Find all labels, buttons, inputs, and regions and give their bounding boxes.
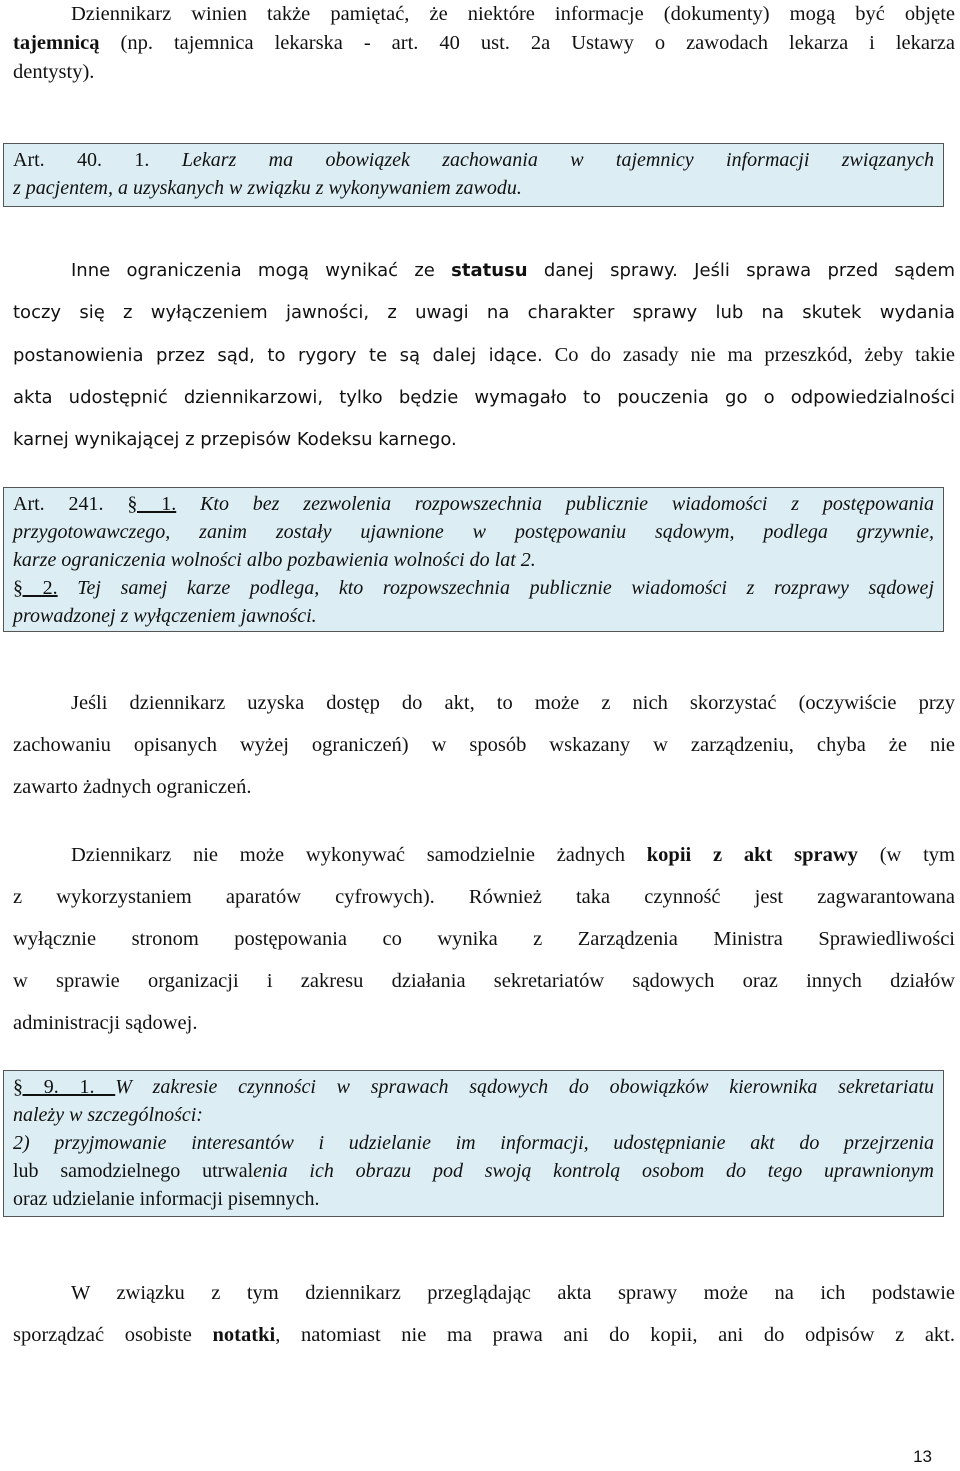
page-number: 13 [913, 1447, 932, 1466]
top-paragraph-line1: Dziennikarz winien także pamiętać, że niektóre informacje (dokumenty) mogą być objęte [71, 3, 955, 25]
paragraph-copies: Dziennikarz nie może wykonywać samodzielnie żadnych kopii z akt sprawy (w tym z wykorzystaniem aparatów cyfrowych). Również taka czynność jest zagwarantowana wyłącznie stronom postępowania co wynika z Zarządzenia Ministra Sprawiedliwości w sprawie organizacji i zakresu działania sekretariatów sądowych oraz innych działów administracji sądowej. [13, 844, 956, 1034]
paragraph-notes: W związku z tym dziennikarz przeglądając akta sprawy może na ich podstawie sporządzać osobiste notatki, natomiast nie ma prawa ani do kopii, ani do odpisów z akt. [13, 1282, 955, 1346]
quote-box-art40: Art. 40. 1. Lekarz ma obowiązek zachowania w tajemnicy informacji związanych z pacjentem, a uzyskanych w związku z wykonywaniem zawodu. [3, 143, 944, 207]
top-paragraph-bold: tajemnicą [13, 32, 100, 54]
quote-box-par9: § 9. 1. W zakresie czynności w sprawach sądowych do obowiązków kierownika sekretariatu należy w szczególności: 2) przyjmowanie interesantów i udzielanie im informacji, udostępnianie akt do przejrzenia lub samodzielnego utrwalenia ich obrazu pod swoją kontrolą osobom do tego uprawnionym oraz udzielanie informacji pisemnych. [3, 1070, 944, 1217]
quote-box-art241: Art. 241. § 1. Kto bez zezwolenia rozpowszechnia publicznie wiadomości z postępowania przygotowawczego, zanim zostały ujawnione w postępowaniu sądowym, podlega grzywnie, karze ograniczenia wolności albo pozbawienia wolności do lat 2. § 2. Tej samej karze podlega, kto rozpowszechnia publicznie wiadomości z rozprawy sądowej prowadzonej z wyłączeniem jawności. [3, 487, 944, 632]
paragraph-status: Inne ograniczenia mogą wynikać ze statusu danej sprawy. Jeśli sprawa przed sądem toczy się z wyłączeniem jawności, z uwagi na charakter sprawy lub na skutek wydania postanowienia przez sąd, to rygory te są dalej idące. Co do zasady nie ma przeszkód, żeby takie akta udostępnić dziennikarzowi, tylko będzie wymagało to pouczenia go o odpowiedzialności karnej wynikającej z przepisów Kodeksu karnego. [13, 260, 955, 450]
top-paragraph: Dziennikarz winien także pamiętać, że niektóre informacje (dokumenty) mogą być objęte tajemnicą (np. tajemnica lekarska - art. 40 ust. 2a Ustawy o zawodach lekarza i lekarza dentysty). [13, 0, 955, 87]
paragraph-access: Jeśli dziennikarz uzyska dostęp do akt, to może z nich skorzystać (oczywiście przy zachowaniu opisanych wyżej ograniczeń) w sposób wskazany w zarządzeniu, chyba że nie zawarto żadnych ograniczeń. [13, 692, 955, 798]
